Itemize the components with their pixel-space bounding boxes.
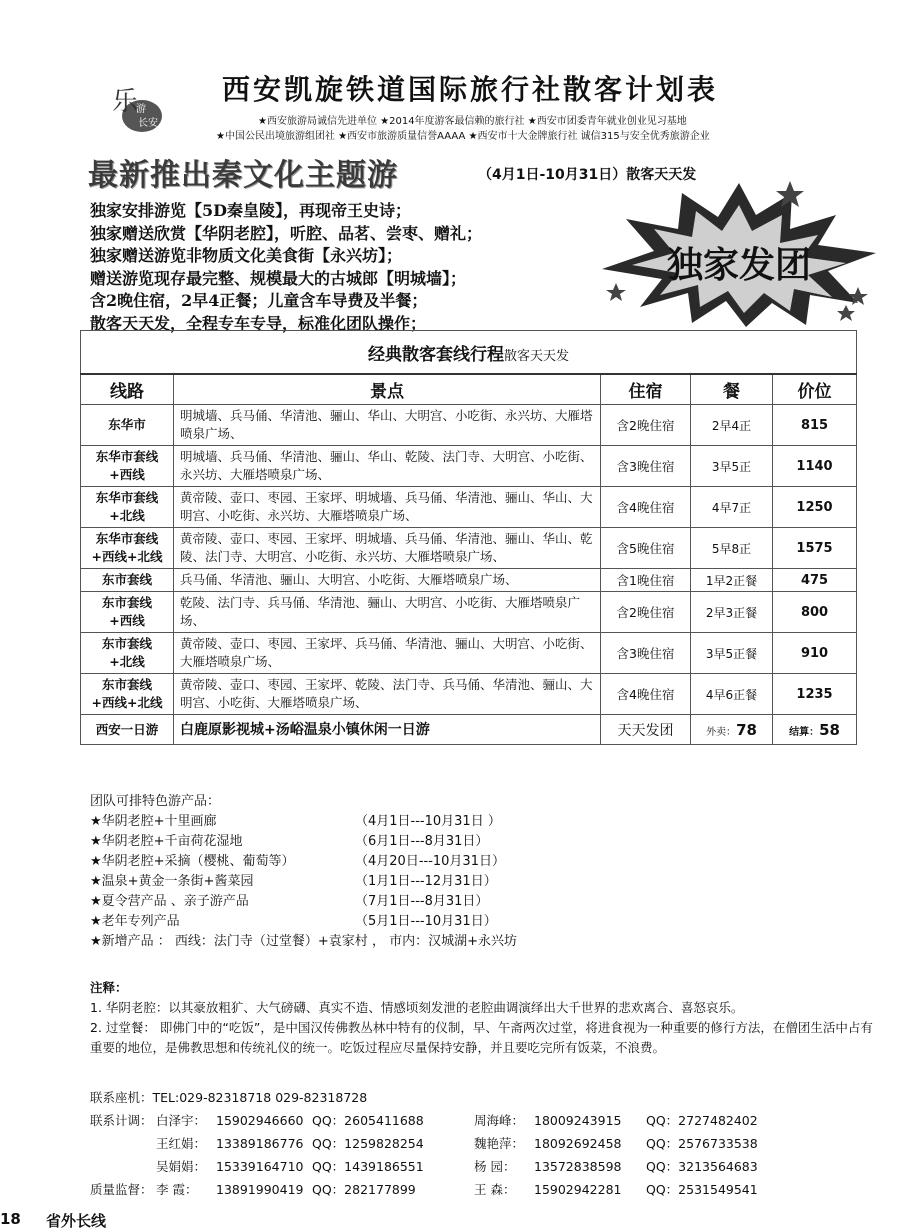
- notes-section: [90, 978, 880, 1058]
- contact-qq: QQ：282177899: [312, 1182, 416, 1197]
- table-row: [81, 528, 857, 569]
- col-header-price: 价位: [773, 374, 857, 405]
- group-products-title: 团队可排特色游产品：: [90, 794, 221, 809]
- contact-name: 杨 园：: [474, 1159, 516, 1174]
- page-title: 西安凯旋铁道国际旅行社散客计划表: [222, 73, 719, 106]
- product-name: ★温泉+黄金一条街+酱菜园: [90, 874, 254, 889]
- route-cell: 东华市套线 +西线+北线: [81, 528, 174, 569]
- table-row: [81, 569, 857, 592]
- feature-item: 独家安排游览【5D秦皇陵】，再现帝王史诗；: [90, 201, 412, 220]
- product-item: [90, 872, 517, 892]
- route-cell: 东华市套线 +西线: [81, 446, 174, 487]
- feature-item: 独家赠送游览非物质文化美食街【永兴坊】；: [90, 246, 403, 265]
- contact-qq: QQ：1259828254: [312, 1136, 424, 1151]
- product-item: [90, 912, 517, 932]
- contact-phone: 18092692458: [534, 1136, 622, 1151]
- product-dates: （4月1日---10月31日 ）: [355, 814, 501, 829]
- route-cell: 东市套线 +北线: [81, 633, 174, 674]
- sights-cell: 黄帝陵、壶口、枣园、王家坪、兵马俑、华清池、骊山、大明宫、小吃街、大雁塔喷泉广场、: [174, 633, 601, 674]
- contact-row: [90, 1109, 758, 1132]
- table-row: [81, 633, 857, 674]
- star-icon: [848, 287, 868, 305]
- stay-cell: 含2晚住宿: [601, 405, 691, 446]
- contact-row: [90, 1178, 758, 1201]
- route-cell: 东华市: [81, 405, 174, 446]
- theme-subtitle: 最新推出秦文化主题游: [88, 158, 398, 193]
- stay-cell: 含4晚住宿: [601, 487, 691, 528]
- sights-cell: 明城墙、兵马俑、华清池、骊山、华山、乾陵、法门寺、大明宫、小吃街、永兴坊、大雁塔喷泉广场、: [174, 446, 601, 487]
- feature-item: 赠送游览现存最完整、规模最大的古城郎【明城墙】；: [90, 268, 467, 288]
- honors-line-2: ★中国公民出境旅游组团社 ★西安市旅游质量信誉AAAA ★西安市十大金牌旅行社 诚信315与安全优秀旅游企业: [216, 131, 710, 142]
- price-cell: 815: [773, 405, 857, 446]
- route-cell: 东市套线 +西线: [81, 592, 174, 633]
- product-dates: （5月1日---10月31日）: [355, 914, 497, 929]
- stay-cell: 含4晚住宿: [601, 674, 691, 715]
- meal-cell: 2早4正: [691, 405, 773, 446]
- price-cell: 1140: [773, 446, 857, 487]
- landline-label: 联系座机：: [90, 1090, 153, 1105]
- meal-cell: 4早6正餐: [691, 674, 773, 715]
- contact-qq: QQ：2605411688: [312, 1113, 424, 1128]
- feature-list: [90, 200, 482, 335]
- contact-qq: QQ：2531549541: [646, 1182, 758, 1197]
- table-caption: 经典散客套线行程散客天天发: [81, 331, 857, 375]
- price-cell: 800: [773, 592, 857, 633]
- contact-name: 魏艳萍：: [474, 1136, 525, 1151]
- contact-name: 吴娟娟：: [156, 1159, 207, 1174]
- sights-cell: 黄帝陵、壶口、枣园、王家坪、明城墙、兵马俑、华清池、骊山、华山、乾陵、法门寺、大明宫、小吃街、永兴坊、大雁塔喷泉广场、: [174, 528, 601, 569]
- meal-cell: 4早7正: [691, 487, 773, 528]
- sights-cell: 明城墙、兵马俑、华清池、骊山、华山、大明宫、小吃街、永兴坊、大雁塔喷泉广场、: [174, 405, 601, 446]
- price-cell: 910: [773, 633, 857, 674]
- contact-label: 联系计调：: [90, 1113, 153, 1128]
- meal-cell: 5早8正: [691, 528, 773, 569]
- contact-phone: 18009243915: [534, 1113, 622, 1128]
- product-dates: （6月1日---8月31日）: [355, 834, 489, 849]
- contact-name: 周海峰：: [474, 1113, 525, 1128]
- contact-qq: QQ：3213564683: [646, 1159, 758, 1174]
- stay-cell: 含3晚住宿: [601, 446, 691, 487]
- meal-cell: 3早5正餐: [691, 633, 773, 674]
- theme-subtitle-note: （4月1日-10月31日）散客天天发: [478, 167, 697, 183]
- product-name: ★华阴老腔+十里画廊: [90, 814, 217, 829]
- note-item: 1. 华阴老腔：以其豪放粗犷、大气磅礴、真实不造、情感顷刻发泄的老腔曲调演绎出大千世界的悲欢离合、喜怒哀乐。: [90, 1000, 744, 1015]
- contact-name: 王 森：: [474, 1182, 516, 1197]
- notes-title: 注释：: [90, 980, 128, 995]
- sights-cell: 兵马俑、华清池、骊山、大明宫、小吃街、大雁塔喷泉广场、: [174, 569, 601, 592]
- svg-text:乐: 乐: [112, 87, 139, 117]
- contact-row: [90, 1155, 758, 1178]
- contact-qq: QQ：1439186551: [312, 1159, 424, 1174]
- price-cell: 1235: [773, 674, 857, 715]
- contact-name: 王红娟：: [156, 1136, 207, 1151]
- exclusive-badge: [596, 175, 882, 330]
- product-dates: （4月20日---10月31日）: [355, 854, 505, 869]
- contact-name: 李 霞：: [156, 1182, 198, 1197]
- meal-cell: 2早3正餐: [691, 592, 773, 633]
- meal-cell: 3早5正: [691, 446, 773, 487]
- stay-cell: 含1晚住宿: [601, 569, 691, 592]
- stay-cell: 含3晚住宿: [601, 633, 691, 674]
- product-item: [90, 812, 517, 832]
- group-products: [90, 792, 517, 952]
- product-item: [90, 852, 517, 872]
- price-cell: 1575: [773, 528, 857, 569]
- product-name: ★华阴老腔+千亩荷花湿地: [90, 834, 243, 849]
- product-name: ★夏令营产品 、亲子游产品: [90, 894, 249, 909]
- table-row: [81, 487, 857, 528]
- table-row: [81, 592, 857, 633]
- svg-text:长安: 长安: [138, 118, 158, 129]
- contact-name: 白泽宇：: [156, 1113, 207, 1128]
- section-name: 省外长线: [46, 1212, 107, 1230]
- contacts-section: [90, 1086, 758, 1201]
- col-header-meal: 餐: [691, 374, 773, 405]
- contact-qq: QQ：2727482402: [646, 1113, 758, 1128]
- travel-logo-icon: [108, 80, 168, 138]
- product-dates: （1月1日---12月31日）: [355, 874, 497, 889]
- page-number: 18: [0, 1210, 21, 1228]
- product-item: [90, 832, 517, 852]
- product-name: ★华阴老腔+采摘（樱桃、葡萄等）: [90, 854, 295, 869]
- contact-label: [90, 1155, 156, 1178]
- feature-item: 独家赠送欣赏【华阴老腔】，听腔、品茗、尝枣、赠礼；: [90, 223, 483, 243]
- contact-phone: 15902946660: [216, 1113, 304, 1128]
- contact-phone: 13572838598: [534, 1159, 622, 1174]
- contact-qq: QQ：2576733538: [646, 1136, 758, 1151]
- table-row: [81, 446, 857, 487]
- contact-label: 质量监督：: [90, 1182, 153, 1197]
- sights-cell: 黄帝陵、壶口、枣园、王家坪、明城墙、兵马俑、华清池、骊山、华山、大明宫、小吃街、永兴坊、大雁塔喷泉广场、: [174, 487, 601, 528]
- honors-line-1: ★西安旅游局诚信先进单位 ★2014年度游客最信赖的旅行社 ★西安市团委青年就业创业见习基地: [258, 116, 687, 127]
- product-dates: （7月1日---8月31日）: [355, 894, 489, 909]
- contact-phone: 13389186776: [216, 1136, 304, 1151]
- table-row-one-day: 西安一日游 白鹿原影视城+汤峪温泉小镇休闲一日游 天天发团 外卖：78 结算：58: [81, 715, 857, 745]
- contact-phone: 13891990419: [216, 1182, 304, 1197]
- star-icon: [837, 305, 855, 321]
- sights-cell: 黄帝陵、壶口、枣园、王家坪、乾陵、法门寺、兵马俑、华清池、骊山、大明宫、小吃街、大雁塔喷泉广场、: [174, 674, 601, 715]
- price-cell: 1250: [773, 487, 857, 528]
- table-header-row: [81, 374, 857, 405]
- new-product: ★新增产品 ： 西线：法门寺（过堂餐）+袁家村 ， 市内：汉城湖+永兴坊: [90, 934, 517, 949]
- contact-phone: 15902942281: [534, 1182, 622, 1197]
- route-cell: 东华市套线 +北线: [81, 487, 174, 528]
- route-cell: 东市套线: [81, 569, 174, 592]
- star-icon: [606, 283, 626, 301]
- sights-cell: 乾陵、法门寺、兵马俑、华清池、骊山、大明宫、小吃街、大雁塔喷泉广场、: [174, 592, 601, 633]
- col-header-stay: 住宿: [601, 374, 691, 405]
- table-row: [81, 405, 857, 446]
- col-header-sights: 景点: [174, 374, 601, 405]
- note-item: 2. 过堂餐： 即佛门中的“吃饭”，是中国汉传佛教丛林中特有的仪制，早、午斋两次过堂，将进食视为一种重要的修行方法，在僧团生活中占有重要的地位，是佛教思想和传统礼仪的统一。吃饭过程应尽量保持安静，并且要吃完所有饭菜，不浪费。: [90, 1020, 873, 1055]
- contact-label: [90, 1132, 156, 1155]
- landline-phone: TEL:029-82318718 029-82318728: [152, 1090, 368, 1105]
- itinerary-table: [80, 330, 856, 745]
- route-cell: 东市套线 +西线+北线: [81, 674, 174, 715]
- badge-text: 独家发团: [666, 244, 812, 286]
- product-name: ★老年专列产品: [90, 914, 180, 929]
- contact-row: [90, 1132, 758, 1155]
- stay-cell: 含5晚住宿: [601, 528, 691, 569]
- price-cell: 475: [773, 569, 857, 592]
- product-item: [90, 892, 517, 912]
- feature-item: 含2晚住宿，2早4正餐；儿童含车导费及半餐；: [90, 291, 428, 310]
- col-header-route: 线路: [81, 374, 174, 405]
- feature-item: 散客天天发，全程专车专导，标准化团队操作；: [90, 313, 427, 333]
- stay-cell: 含2晚住宿: [601, 592, 691, 633]
- svg-text:游: 游: [136, 104, 146, 115]
- contact-phone: 15339164710: [216, 1159, 304, 1174]
- table-row: [81, 674, 857, 715]
- meal-cell: 1早2正餐: [691, 569, 773, 592]
